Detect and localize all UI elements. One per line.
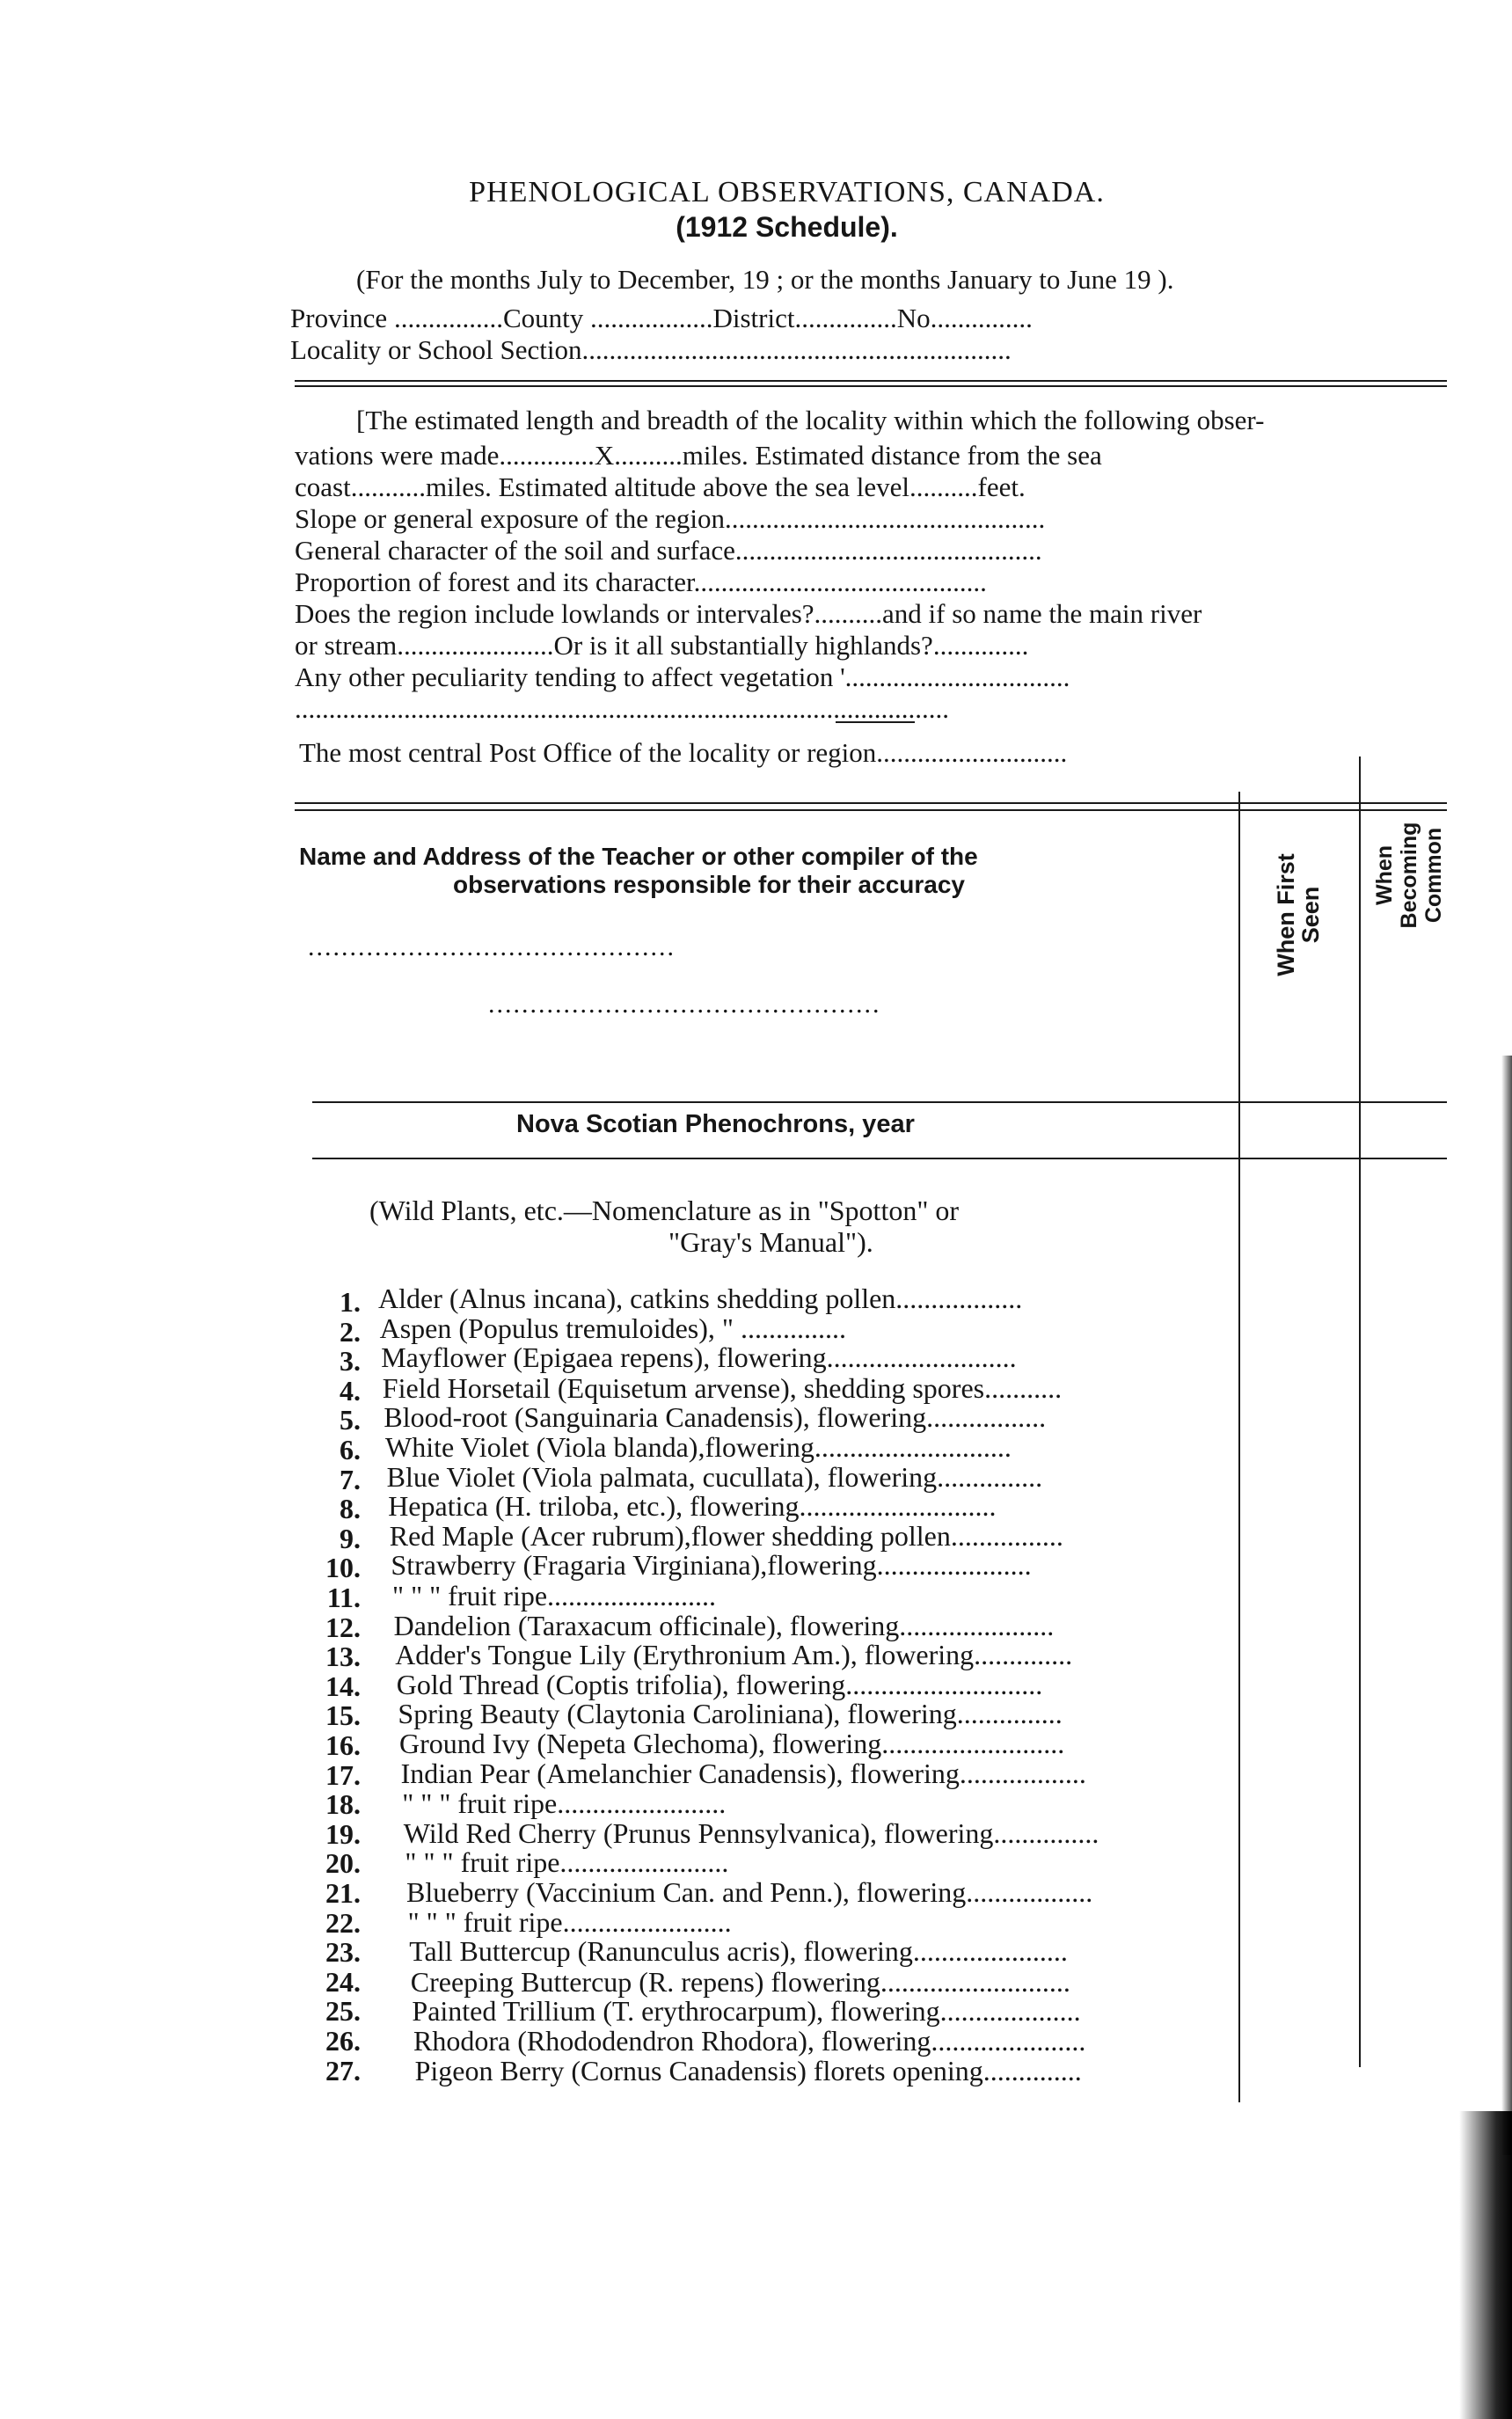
column-rule-becoming-common xyxy=(1359,756,1361,2067)
province-line: Province ................County ..................District...............No............... xyxy=(290,303,1033,333)
post-office-line: The most central Post Office of the locality or region............................ xyxy=(299,737,1068,768)
compiler-dots: ............................................ xyxy=(308,932,676,961)
item-number: 9. xyxy=(340,1523,361,1554)
item-number: 5. xyxy=(340,1404,361,1436)
list-item: Dandelion (Taraxacum officinale), flowering...................... xyxy=(393,1610,1055,1641)
item-number: 16. xyxy=(325,1729,361,1761)
list-item: Wild Red Cherry (Prunus Pennsylvanica), flowering............... xyxy=(403,1817,1099,1849)
divider xyxy=(295,802,1447,804)
region-line: Slope or general exposure of the region............................................... xyxy=(295,503,1046,534)
short-divider xyxy=(836,721,915,723)
item-number: 23. xyxy=(325,1936,361,1968)
list-item: Red Maple (Acer rubrum),flower shedding pollen................ xyxy=(389,1520,1063,1552)
compiler-dots: ............................................... xyxy=(488,990,881,1019)
region-line: [The estimated length and breadth of the locality within which the following obser- xyxy=(356,405,1265,435)
divider xyxy=(312,1158,1447,1159)
item-number: 10. xyxy=(325,1552,361,1583)
col-header-first-seen: When First Seen xyxy=(1273,853,1324,976)
item-number: 11. xyxy=(326,1582,361,1613)
page-edge-shadow xyxy=(1501,1056,1512,2155)
region-line: ................................................................................................ xyxy=(295,693,949,724)
item-number: 18. xyxy=(325,1788,361,1820)
nomenclature-line: "Gray's Manual"). xyxy=(668,1226,873,1258)
compiler-subheading: observations responsible for their accuracy xyxy=(453,871,965,898)
item-number: 13. xyxy=(325,1641,361,1672)
list-item: " " " fruit ripe........................ xyxy=(407,1906,732,1938)
item-number: 14. xyxy=(325,1670,361,1702)
column-rule-first-seen xyxy=(1238,792,1240,2102)
region-line: General character of the soil and surface............................................. xyxy=(295,535,1042,566)
region-line: vations were made..............X..........miles. Estimated distance from the sea xyxy=(295,440,1102,471)
region-line: Proportion of forest and its character........................................... xyxy=(295,566,987,597)
list-item: Strawberry (Fragaria Virginiana),flowering...................... xyxy=(391,1549,1032,1581)
page-edge-shadow xyxy=(1459,2111,1512,2419)
list-item: Ground Ivy (Nepeta Glechoma), flowering.......................... xyxy=(399,1728,1065,1759)
region-line: Does the region include lowlands or intervales?..........and if so name the main river xyxy=(295,598,1202,629)
list-item: Mayflower (Epigaea repens), flowering........................... xyxy=(381,1341,1017,1373)
region-line: Any other peculiarity tending to affect vegetation '................................. xyxy=(295,661,1070,692)
item-number: 20. xyxy=(325,1847,361,1879)
item-number: 15. xyxy=(325,1699,361,1731)
item-number: 26. xyxy=(325,2025,361,2057)
list-item: Hepatica (H. triloba, etc.), flowering............................ xyxy=(388,1490,997,1522)
list-item: " " " fruit ripe........................ xyxy=(405,1846,729,1878)
item-number: 25. xyxy=(325,1995,361,2027)
months-line: (For the months July to December, 19 ; or the months January to June 19 ). xyxy=(356,264,1174,295)
list-item: Indian Pear (Amelanchier Canadensis), flowering.................. xyxy=(400,1758,1086,1789)
list-item: Creeping Buttercup (R. repens) flowering........................... xyxy=(410,1966,1070,1998)
col-header-becoming-common: When Becoming Common xyxy=(1372,822,1446,929)
list-item: " " " fruit ripe........................ xyxy=(392,1580,717,1611)
list-item: Aspen (Populus tremuloides), " ............... xyxy=(379,1312,846,1344)
region-line: coast...........miles. Estimated altitude above the sea level..........feet. xyxy=(295,471,1026,502)
item-number: 8. xyxy=(340,1493,361,1524)
item-number: 27. xyxy=(325,2055,361,2086)
list-item: White Violet (Viola blanda),flowering............................ xyxy=(385,1431,1012,1463)
list-item: Spring Beauty (Claytonia Caroliniana), flowering............... xyxy=(398,1698,1063,1729)
nomenclature-line: (Wild Plants, etc.—Nomenclature as in "Spotton" or xyxy=(369,1195,960,1226)
list-item: Blood-root (Sanguinaria Canadensis), flowering................. xyxy=(383,1401,1047,1433)
item-number: 17. xyxy=(325,1759,361,1791)
item-number: 4. xyxy=(340,1375,361,1407)
divider xyxy=(295,809,1447,811)
list-item: " " " fruit ripe........................ xyxy=(402,1787,727,1819)
item-number: 1. xyxy=(340,1286,361,1318)
compiler-heading: Name and Address of the Teacher or other compiler of the xyxy=(299,843,978,870)
list-item: Painted Trillium (T. erythrocarpum), flowering.................... xyxy=(412,1995,1081,2027)
item-number: 22. xyxy=(325,1907,361,1939)
item-number: 6. xyxy=(340,1434,361,1465)
list-item: Field Horsetail (Equisetum arvense), shedding spores........... xyxy=(382,1372,1063,1404)
page-subtitle: (1912 Schedule). xyxy=(676,211,898,243)
page-title: PHENOLOGICAL OBSERVATIONS, CANADA. xyxy=(469,176,1105,208)
item-number: 7. xyxy=(340,1464,361,1495)
item-number: 24. xyxy=(325,1966,361,1998)
item-number: 3. xyxy=(340,1345,361,1377)
region-line: or stream.......................Or is it all substantially highlands?.............. xyxy=(295,630,1029,661)
section-heading: Nova Scotian Phenochrons, year xyxy=(516,1110,915,1138)
item-number: 21. xyxy=(325,1877,361,1909)
divider xyxy=(295,380,1447,382)
list-item: Alder (Alnus incana), catkins shedding pollen.................. xyxy=(378,1283,1023,1314)
list-item: Blueberry (Vaccinium Can. and Penn.), flowering.................. xyxy=(406,1876,1093,1908)
list-item: Pigeon Berry (Cornus Canadensis) florets opening.............. xyxy=(414,2055,1082,2086)
item-number: 2. xyxy=(340,1316,361,1348)
list-item: Adder's Tongue Lily (Erythronium Am.), flowering.............. xyxy=(395,1639,1073,1670)
list-item: Rhodora (Rhododendron Rhodora), flowering...................... xyxy=(413,2025,1086,2057)
item-number: 12. xyxy=(325,1611,361,1643)
list-item: Blue Violet (Viola palmata, cucullata), flowering............... xyxy=(386,1461,1043,1493)
locality-line: Locality or School Section............................................................... xyxy=(290,334,1012,365)
item-number: 19. xyxy=(325,1818,361,1850)
divider xyxy=(295,385,1447,387)
list-item: Gold Thread (Coptis trifolia), flowering............................ xyxy=(396,1669,1043,1700)
list-item: Tall Buttercup (Ranunculus acris), flowering...................... xyxy=(409,1935,1068,1967)
divider xyxy=(312,1101,1447,1103)
